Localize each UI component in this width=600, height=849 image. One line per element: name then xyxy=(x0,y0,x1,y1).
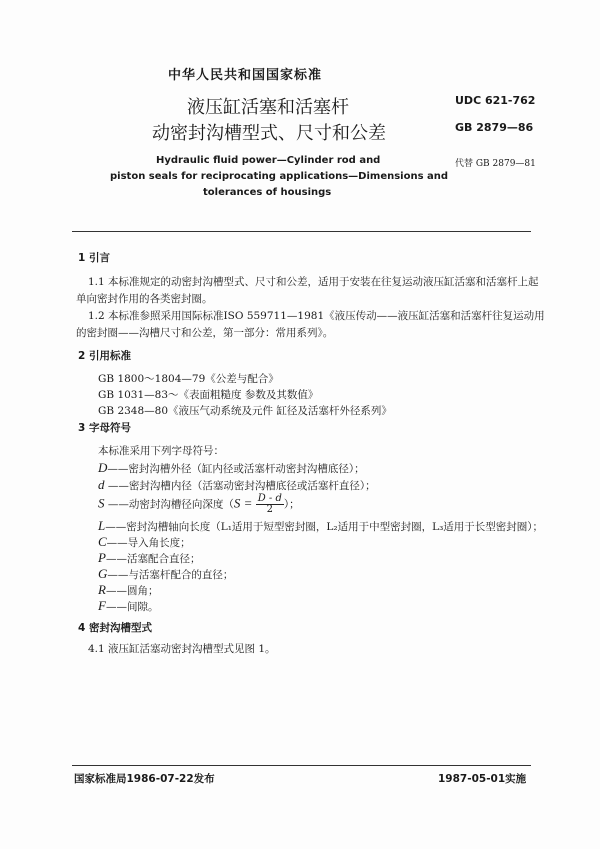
symbol-S: S ——动密封沟槽径向深度（S = $\frac{D - d}{2}$ ）； xyxy=(98,493,300,515)
header-divider xyxy=(72,231,531,232)
symbol-L: L——密封沟槽轴向长度（L₁适用于短型密封圈，L₂适用于中型密封圈，L₃适用于长型密封圈）； xyxy=(98,518,544,533)
symbol-P: P——活塞配合直径； xyxy=(98,550,201,565)
section-2-heading: 2 引用标准 xyxy=(78,350,131,362)
title-line2: 动密封沟槽型式、尺寸和公差 xyxy=(152,123,386,144)
issue-date: 国家标准局1986-07-22发布 xyxy=(74,773,215,785)
symbols-intro: 本标准采用下列字母符号： xyxy=(98,445,224,457)
para-1-2: 1.2 本标准参照采用国际标准ISO 559711—1981《液压传动——液压缸活塞和活塞杆往复运动用 xyxy=(88,310,545,322)
para-1-2-cont: 的密封圈——沟槽尺寸和公差，第一部分：常用系列》。 xyxy=(76,327,334,339)
english-title-line2: piston seals for reciprocating applications—Dimensions and xyxy=(110,171,449,182)
footer-divider xyxy=(72,765,531,766)
symbol-F: F——间隙。 xyxy=(98,598,159,613)
symbol-R: R——圆角； xyxy=(98,582,159,597)
symbol-C: C——导入角长度； xyxy=(98,534,191,549)
reference-item: GB 1800～1804—79《公差与配合》 xyxy=(98,373,279,385)
depth-formula: $\frac{D - d}{2}$ xyxy=(257,493,282,515)
reference-item: GB 1031—83～《表面粗糙度 参数及其数值》 xyxy=(98,389,319,401)
effective-date: 1987-05-01实施 xyxy=(438,773,527,785)
english-title-line3: tolerances of housings xyxy=(203,187,332,198)
para-4-1: 4.1 液压缸活塞动密封沟槽型式见图 1。 xyxy=(88,643,276,655)
para-1-1-cont: 单向密封作用的各类密封圈。 xyxy=(76,293,213,305)
udc-code: UDC 621-762 xyxy=(455,94,536,107)
title-line1: 液压缸活塞和活塞杆 xyxy=(187,97,349,118)
section-1-heading: 1 引言 xyxy=(78,252,110,264)
replaces-note: 代替 GB 2879—81 xyxy=(455,159,536,169)
section-3-heading: 3 字母符号 xyxy=(78,422,131,434)
symbol-d: d ——密封沟槽内径（活塞动密封沟槽底径或活塞杆直径）； xyxy=(98,477,376,492)
section-4-heading: 4 密封沟槽型式 xyxy=(78,622,152,634)
symbol-D: D——密封沟槽外径（缸内径或活塞杆动密封沟槽底径）； xyxy=(98,460,365,475)
org-title: 中华人民共和国国家标准 xyxy=(168,68,323,83)
english-title-line1: Hydraulic fluid power—Cylinder rod and xyxy=(156,155,381,166)
para-1-1: 1.1 本标准规定的动密封沟槽型式、尺寸和公差，适用于安装在往复运动液压缸活塞和活塞杆上起 xyxy=(88,276,539,288)
gb-number: GB 2879—86 xyxy=(455,121,534,134)
symbol-G: G——与活塞杆配合的直径； xyxy=(98,566,234,581)
reference-item: GB 2348—80《液压气动系统及元件 缸径及活塞杆外径系列》 xyxy=(98,405,392,417)
